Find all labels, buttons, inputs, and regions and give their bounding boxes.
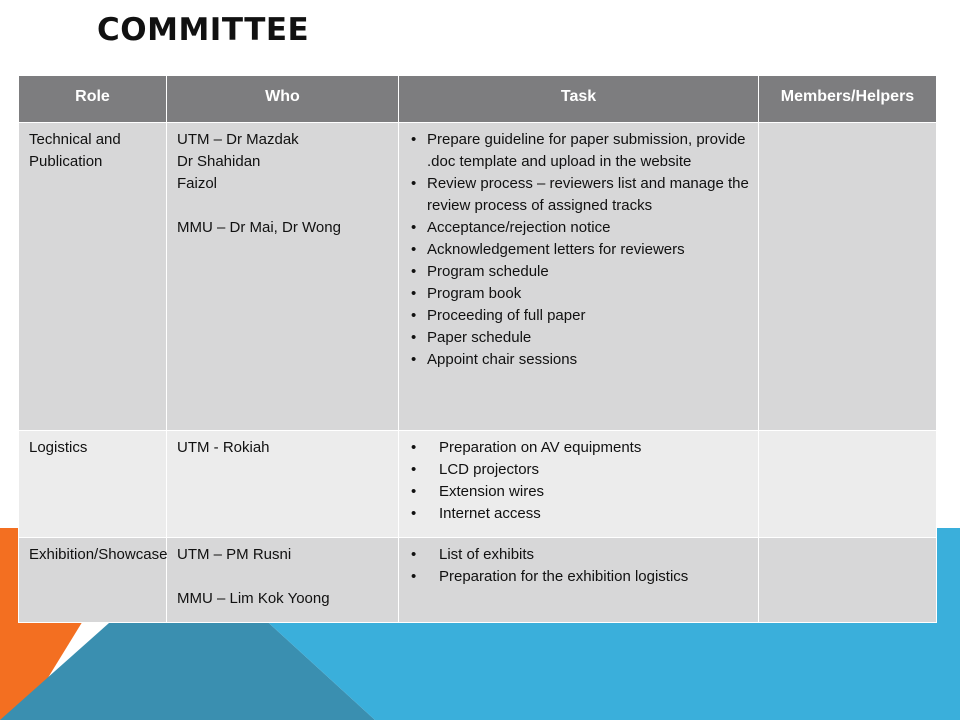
header-task: Task [399, 76, 759, 123]
header-role: Role [19, 76, 167, 123]
page-title: COMMITTEE [97, 12, 310, 48]
list-item: • Program schedule [409, 261, 750, 283]
list-item: • Prepare guideline for paper submission, provide .doc template and upload in the website [411, 131, 746, 170]
who-spacer [177, 566, 390, 588]
who-line: UTM – Dr Mazdak [177, 131, 299, 148]
task-cell [399, 431, 759, 538]
task-cell [399, 538, 759, 623]
bullet-icon: • [411, 351, 417, 368]
bullet-icon: • [411, 219, 417, 236]
bullet-icon: • [411, 483, 417, 500]
who-line: MMU – Dr Mai, Dr Wong [177, 219, 341, 236]
bullet-icon: • [411, 263, 417, 280]
who-cell [167, 538, 399, 623]
header-members-helpers: Members/Helpers [759, 76, 937, 123]
who-line: UTM - Rokiah [177, 439, 270, 456]
who-cell [167, 123, 399, 431]
list-item: • LCD projectors [409, 459, 750, 481]
table-row-technical [19, 123, 937, 431]
list-item: • Paper schedule [409, 327, 750, 349]
committee-table [18, 75, 937, 623]
list-item: • Acceptance/rejection notice [409, 217, 750, 239]
bullet-icon: • [411, 285, 417, 302]
bullet-icon: • [411, 568, 417, 585]
table-row-logistics [19, 431, 937, 538]
who-spacer [177, 195, 390, 217]
members-cell [759, 538, 937, 623]
bullet-icon: • [411, 439, 417, 456]
bullet-icon: • [411, 307, 417, 324]
table-header-row [19, 76, 937, 123]
bullet-icon: • [411, 546, 417, 563]
list-item: • Program book [409, 283, 750, 305]
who-cell [167, 431, 399, 538]
list-item: • List of exhibits [409, 544, 750, 566]
members-cell [759, 123, 937, 431]
bullet-icon: • [411, 461, 417, 478]
who-line: Faizol [177, 175, 218, 192]
task-list [409, 437, 750, 525]
role-cell: Logistics [19, 431, 167, 538]
members-cell [759, 431, 937, 538]
role-cell: Exhibition/Showcase [19, 538, 167, 623]
list-item: • Preparation on AV equipments [409, 437, 750, 459]
list-item: • Acknowledgement letters for reviewers [409, 239, 750, 261]
task-list [409, 544, 750, 588]
list-item: • Preparation for the exhibition logistics [409, 566, 750, 588]
bullet-icon: • [411, 175, 417, 192]
task-cell [399, 123, 759, 431]
task-list [409, 129, 750, 371]
bullet-icon: • [411, 131, 417, 148]
bullet-icon: • [411, 241, 417, 258]
list-item: • Proceeding of full paper [409, 305, 750, 327]
who-line: MMU – Lim Kok Yoong [177, 590, 330, 607]
list-item: • Review process – reviewers list and manage the review process of assigned tracks [411, 175, 749, 214]
role-cell: Technical and Publication [19, 123, 167, 431]
header-who: Who [167, 76, 399, 123]
who-line: Dr Shahidan [177, 153, 261, 170]
list-item: • Internet access [409, 503, 750, 525]
bullet-icon: • [411, 329, 417, 346]
table-row-exhibition [19, 538, 937, 623]
list-item: • Appoint chair sessions [409, 349, 750, 371]
bullet-icon: • [411, 505, 417, 522]
list-item: • Extension wires [409, 481, 750, 503]
who-line: UTM – PM Rusni [177, 546, 292, 563]
